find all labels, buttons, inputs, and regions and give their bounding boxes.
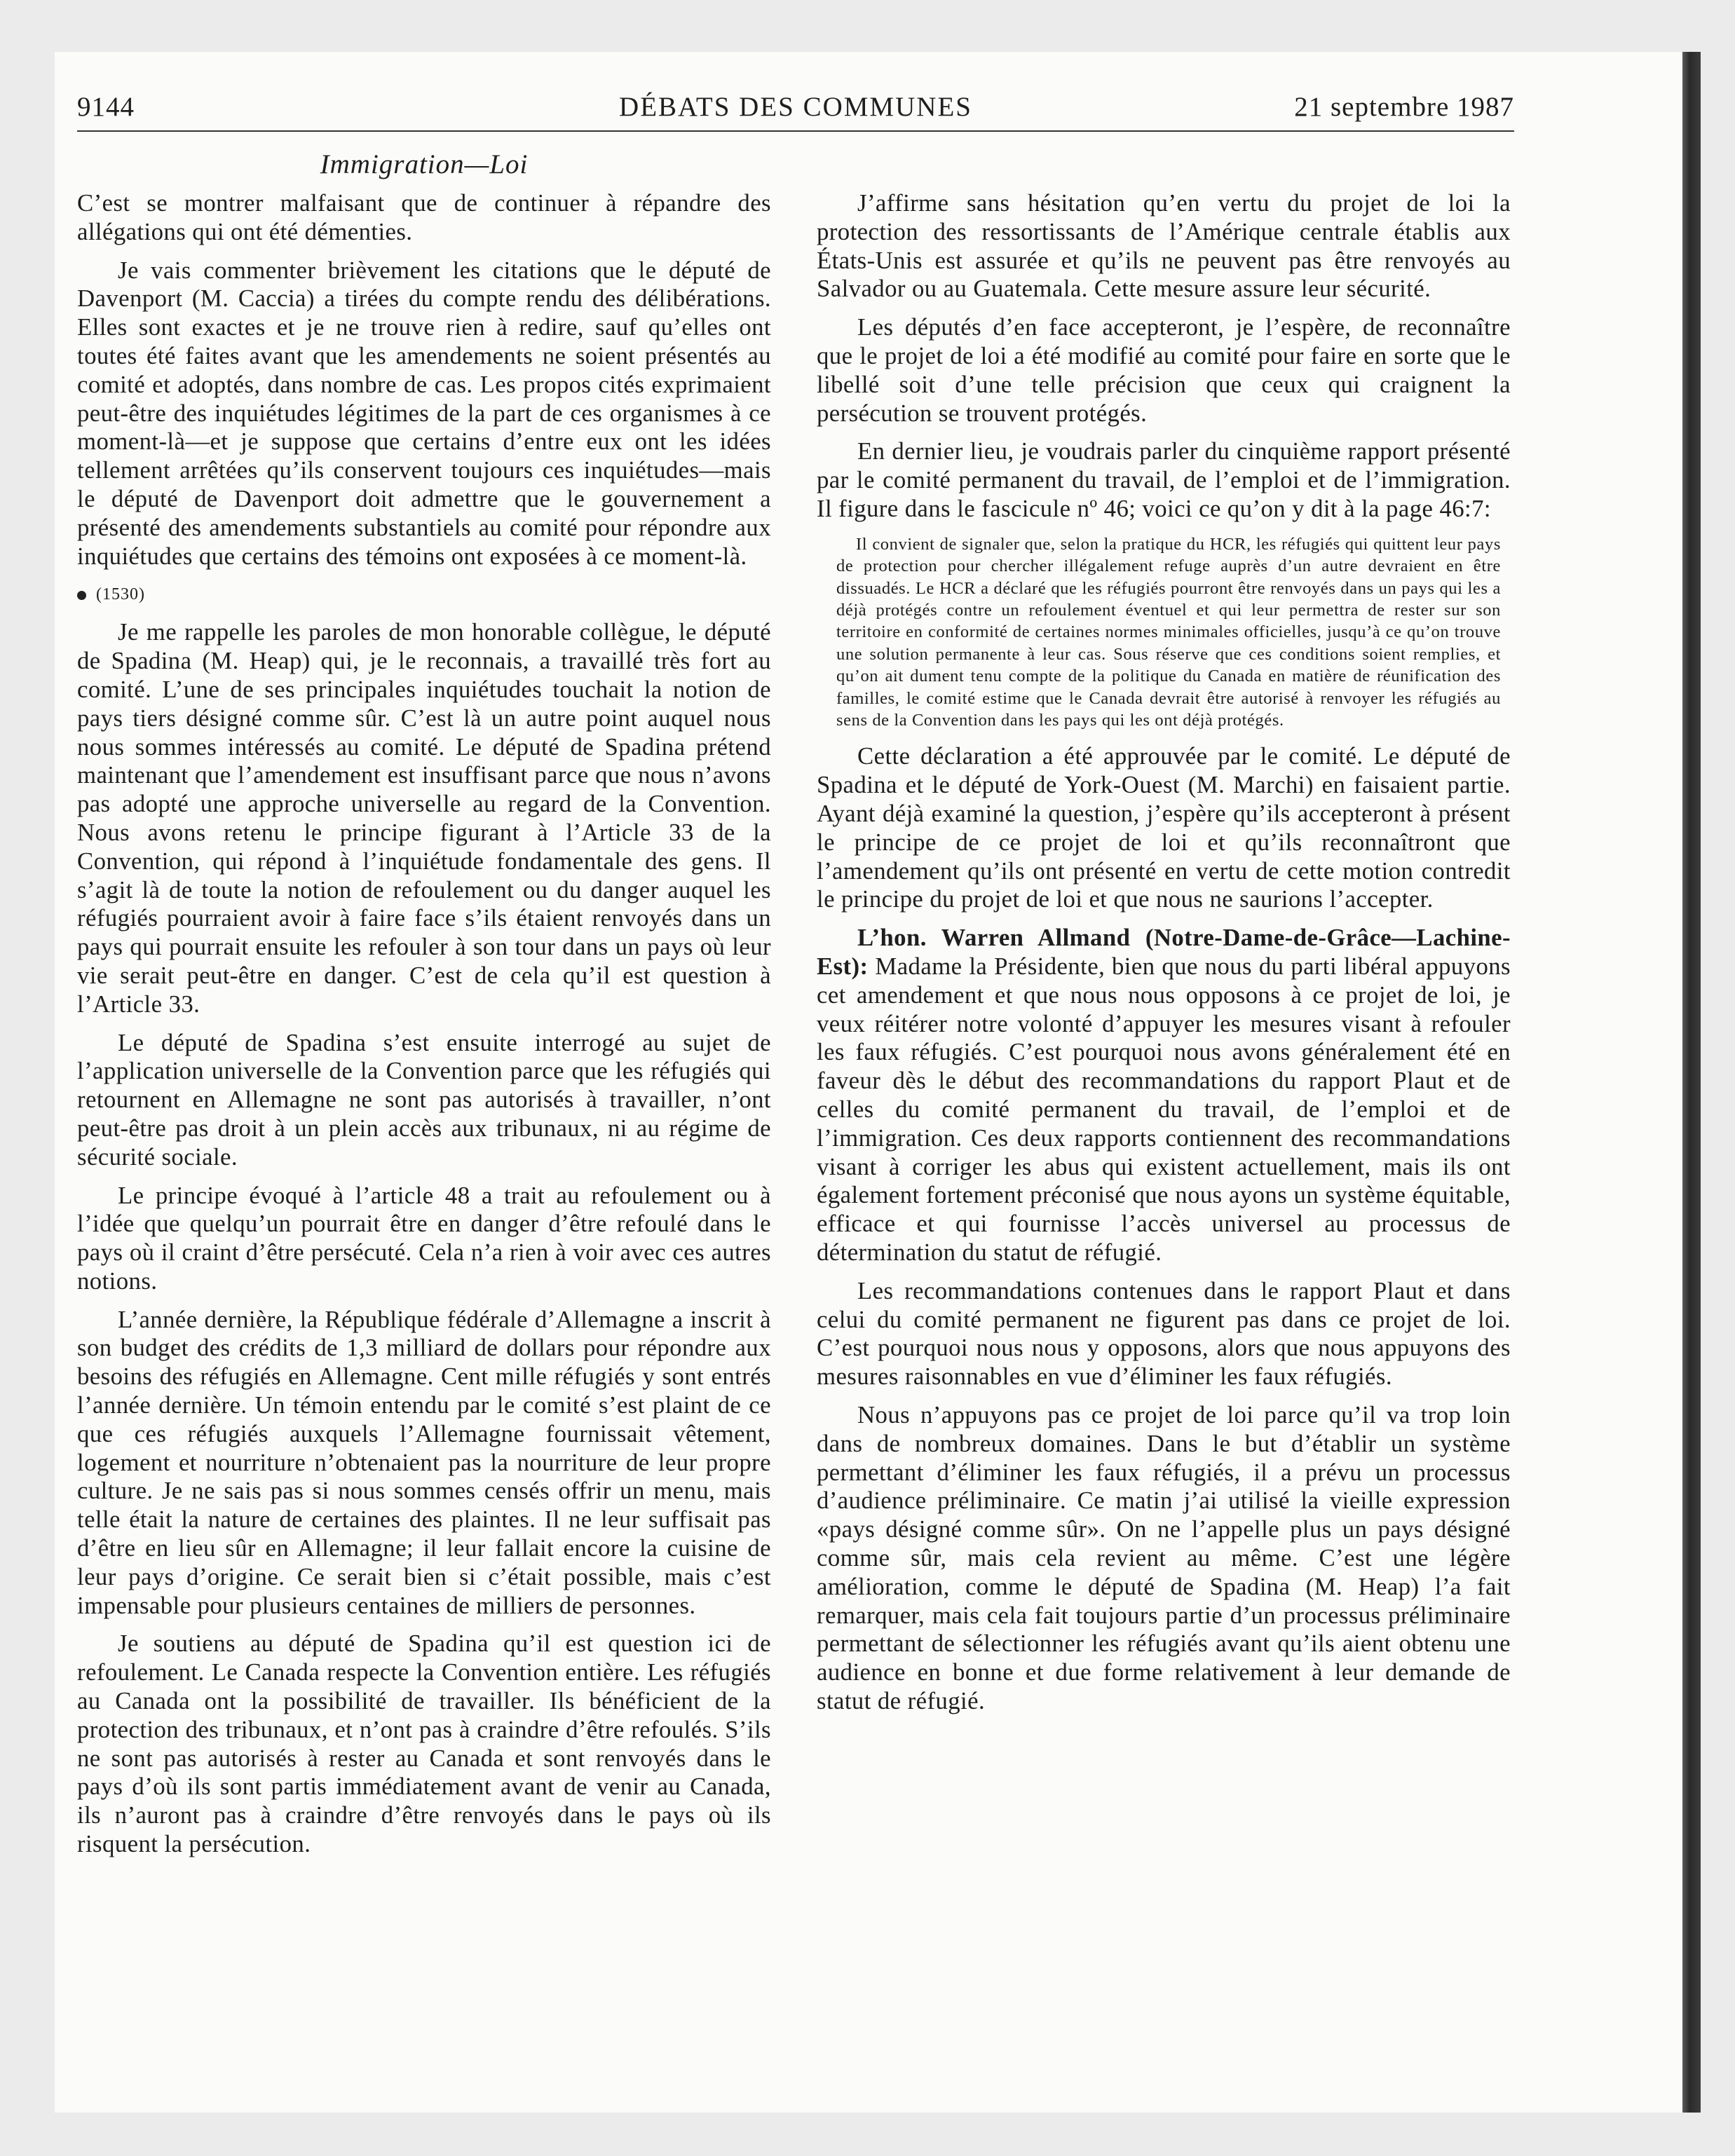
- paragraph: J’affirme sans hésitation qu’en vertu du projet de loi la protection des ressortissants de l’Amérique centrale établis aux États-Unis est assurée et qu’ils ne peuvent pas être renvoyés au Salvador ou au Guatemala. Cette mesure assure leur sécurité.: [817, 189, 1511, 303]
- paragraph: Nous n’appuyons pas ce projet de loi parce qu’il va trop loin dans de nombreux domaines. Dans le but d’établir un système permettant d’éliminer les faux réfugiés, il a prévu un processus d’audience préliminaire. Ce matin j’ai utilisé la vieille expression «pays désigné comme sûr». On ne l’appelle plus un pays désigné comme sûr, mais cela revient au même. C’est une légère amélioration, comme le député de Spadina (M. Heap) l’a fait remarquer, mais cela fait toujours partie d’un processus préliminaire permettant de sélectionner les réfugiés avant qu’ils aient obtenu une audience en bonne et due forme relativement à leur demande de statut de réfugié.: [817, 1400, 1511, 1714]
- paragraph: Le principe évoqué à l’article 48 a trait au refoulement ou à l’idée que quelqu’un pourrait être en danger d’être refoulé dans le pays où il craint d’être persécuté. Cela n’a rien à voir avec ces autres notions.: [77, 1181, 771, 1295]
- paragraph: L’année dernière, la République fédérale d’Allemagne a inscrit à son budget des crédits de 1,3 milliard de dollars pour répondre aux besoins des réfugiés en Allemagne. Cent mille réfugiés y sont entrés l’année dernière. Un témoin entendu par le comité s’est plaint de ce que ces réfugiés auxquels l’Allemagne fournissait vêtement, logement et nourriture n’obtenaient pas la nourriture de leur propre culture. Je ne sais pas si nous sommes censés offrir un menu, mais telle était la nature de certaines des plaintes. Il ne leur suffisait pas d’être en lieu sûr en Allemagne; il leur fallait encore la cuisine de leur pays d’origine. Ce serait bien si c’était possible, mais c’est impensable pour plusieurs centaines de milliers de personnes.: [77, 1305, 771, 1619]
- publication-title: DÉBATS DES COMMUNES: [619, 92, 972, 122]
- paragraph: Les recommandations contenues dans le rapport Plaut et dans celui du comité permanent ne figurent pas dans ce projet de loi. C’est pourquoi nous nous y opposons, alors que nous appuyons des mesures raisonnables en vue d’éliminer les faux réfugiés.: [817, 1276, 1511, 1391]
- bullet-icon: [77, 591, 86, 600]
- paragraph: Cette déclaration a été approuvée par le comité. Le député de Spadina et le député de York-Ouest (M. Marchi) en faisaient partie. Ayant déjà examiné la question, j’espère qu’ils accepteront à présent le principe de ce projet de loi et qu’ils reconnaîtront que l’amendement qu’ils ont présenté en vertu de cette motion contredit le principe du projet de loi et que nous ne saurions l’accepter.: [817, 742, 1511, 913]
- paragraph: Je me rappelle les paroles de mon honorable collègue, le député de Spadina (M. Heap) qui, je le reconnais, a travaillé très fort au comité. L’une de ses principales inquiétudes touchait la notion de pays tiers désigné comme sûr. C’est là un autre point auquel nous nous sommes intéressés au comité. Le député de Spadina prétend maintenant que l’amendement est insuffisant parce que nous n’avons pas adopté une approche universelle au regard de la Convention. Nous avons retenu le principe figurant à l’Article 33 de la Convention, qui répond à l’inquiétude fondamentale des gens. Il s’agit là de toute la notion de refoulement ou du danger auquel les réfugiés pourraient avoir à faire face s’ils étaient renvoyés dans un pays qui pourrait ensuite les refouler à son tour dans un pays où leur vie serait peut-être en danger. C’est de cela qu’il est question à l’Article 33.: [77, 618, 771, 1018]
- page-number: 9144: [77, 92, 135, 122]
- time-marker-text: (1530): [96, 585, 145, 604]
- paragraph: Le député de Spadina s’est ensuite interrogé au sujet de l’application universelle de la Convention parce que les réfugiés qui retournent en Allemagne ne sont pas autorisés à travailler, n’ont peut-être pas droit à un plein accès aux tribunaux, ni au régime de sécurité sociale.: [77, 1028, 771, 1171]
- section-subject: Immigration—Loi: [320, 149, 529, 179]
- paragraph: Je vais commenter brièvement les citations que le député de Davenport (M. Caccia) a tirées du compte rendu des délibérations. Elles sont exactes et je ne trouve rien à redire, sauf qu’elles ont toutes été faites avant que les amendements ne soient présentés au comité et adoptés, dans nombre de cas. Les propos cités exprimaient peut-être des inquiétudes légitimes de la part de ces organismes à ce moment-là—et je suppose que certains d’entre eux ont les idées tellement arrêtées qu’ils conservent toujours ces inquiétudes—mais le député de Davenport doit admettre que le gouvernement a présenté des amendements substantiels au comité pour répondre aux inquiétudes que certains des témoins ont exposées à ce moment-là.: [77, 256, 771, 570]
- paragraph: En dernier lieu, je voudrais parler du cinquième rapport présenté par le comité permanent du travail, de l’emploi et de l’immigration. Il figure dans le fascicule nº 46; voici ce qu’on y dit à la page 46:7:: [817, 437, 1511, 522]
- right-column: [817, 189, 1511, 1726]
- paragraph: Je soutiens au député de Spadina qu’il est question ici de refoulement. Le Canada respecte la Convention entière. Les réfugiés au Canada ont la possibilité de travailler. Ils bénéficient de la protection des tribunaux, et n’ont pas à craindre d’être refoulés. S’ils ne sont pas autorisés à rester au Canada et sont renvoyés dans le pays d’où ils sont partis immédiatement avant de venir au Canada, ils n’auront pas à craindre d’être renvoyés dans le pays où ils risquent la persécution.: [77, 1630, 771, 1858]
- speaker-name: L’hon. Warren Allmand (Notre-Dame-de-Grâce—Lachine-Est):: [817, 924, 1511, 980]
- scan-binding-edge: [1682, 52, 1701, 2113]
- time-marker: [77, 580, 771, 608]
- header-rule: [77, 130, 1514, 132]
- page-header: [77, 91, 1514, 133]
- speech-text: Madame la Présidente, bien que nous du parti libéral appuyons cet amendement et que nous nous opposons à ce projet de loi, je veux réitérer notre volonté d’appuyer les mesures visant à refouler les faux réfugiés. C’est pourquoi nous avons généralement été en faveur dès le début des recommandations du rapport Plaut et de celles du comité permanent du travail, de l’emploi et de l’immigration. Ces deux rapports contiennent des recommandations visant à corriger les abus qui existent actuellement, mais ils ont également fortement préconisé que nous ayons un système équitable, efficace et qui fournisse l’accès universel au processus de détermination du statut de réfugié.: [817, 953, 1511, 1266]
- speech-paragraph: [817, 924, 1511, 1267]
- left-column: [77, 189, 771, 1869]
- paragraph: Les députés d’en face accepteront, je l’espère, de reconnaître que le projet de loi a été modifié au comité pour faire en sorte que le libellé soit d’une telle précision que ceux qui craignent la persécution se trouvent protégés.: [817, 313, 1511, 427]
- publication-date: 21 septembre 1987: [1294, 92, 1514, 122]
- block-quote: Il convient de signaler que, selon la pratique du HCR, les réfugiés qui quittent leur pays de protection pour chercher illégalement refuge auprès d’un autre devraient en être dissuadés. Le HCR a déclaré que les réfugiés pourront être renvoyés dans un pays qui les a déjà protégés contre un refoulement éventuel et qui leur permettra de rester sur son territoire en conformité de certaines normes minimales officielles, jusqu’à ce qu’on trouve une solution permanente à leur cas. Sous réserve que ces conditions soient remplies, et qu’on ait dument tenu compte de la politique du Canada en matière de réunification des familles, le comité estime que le Canada devrait être autorisé à renvoyer les réfugiés au sens de la Convention dans les pays qui les ont déjà protégés.: [836, 534, 1501, 730]
- paragraph: C’est se montrer malfaisant que de continuer à répandre des allégations qui ont été démenties.: [77, 189, 771, 245]
